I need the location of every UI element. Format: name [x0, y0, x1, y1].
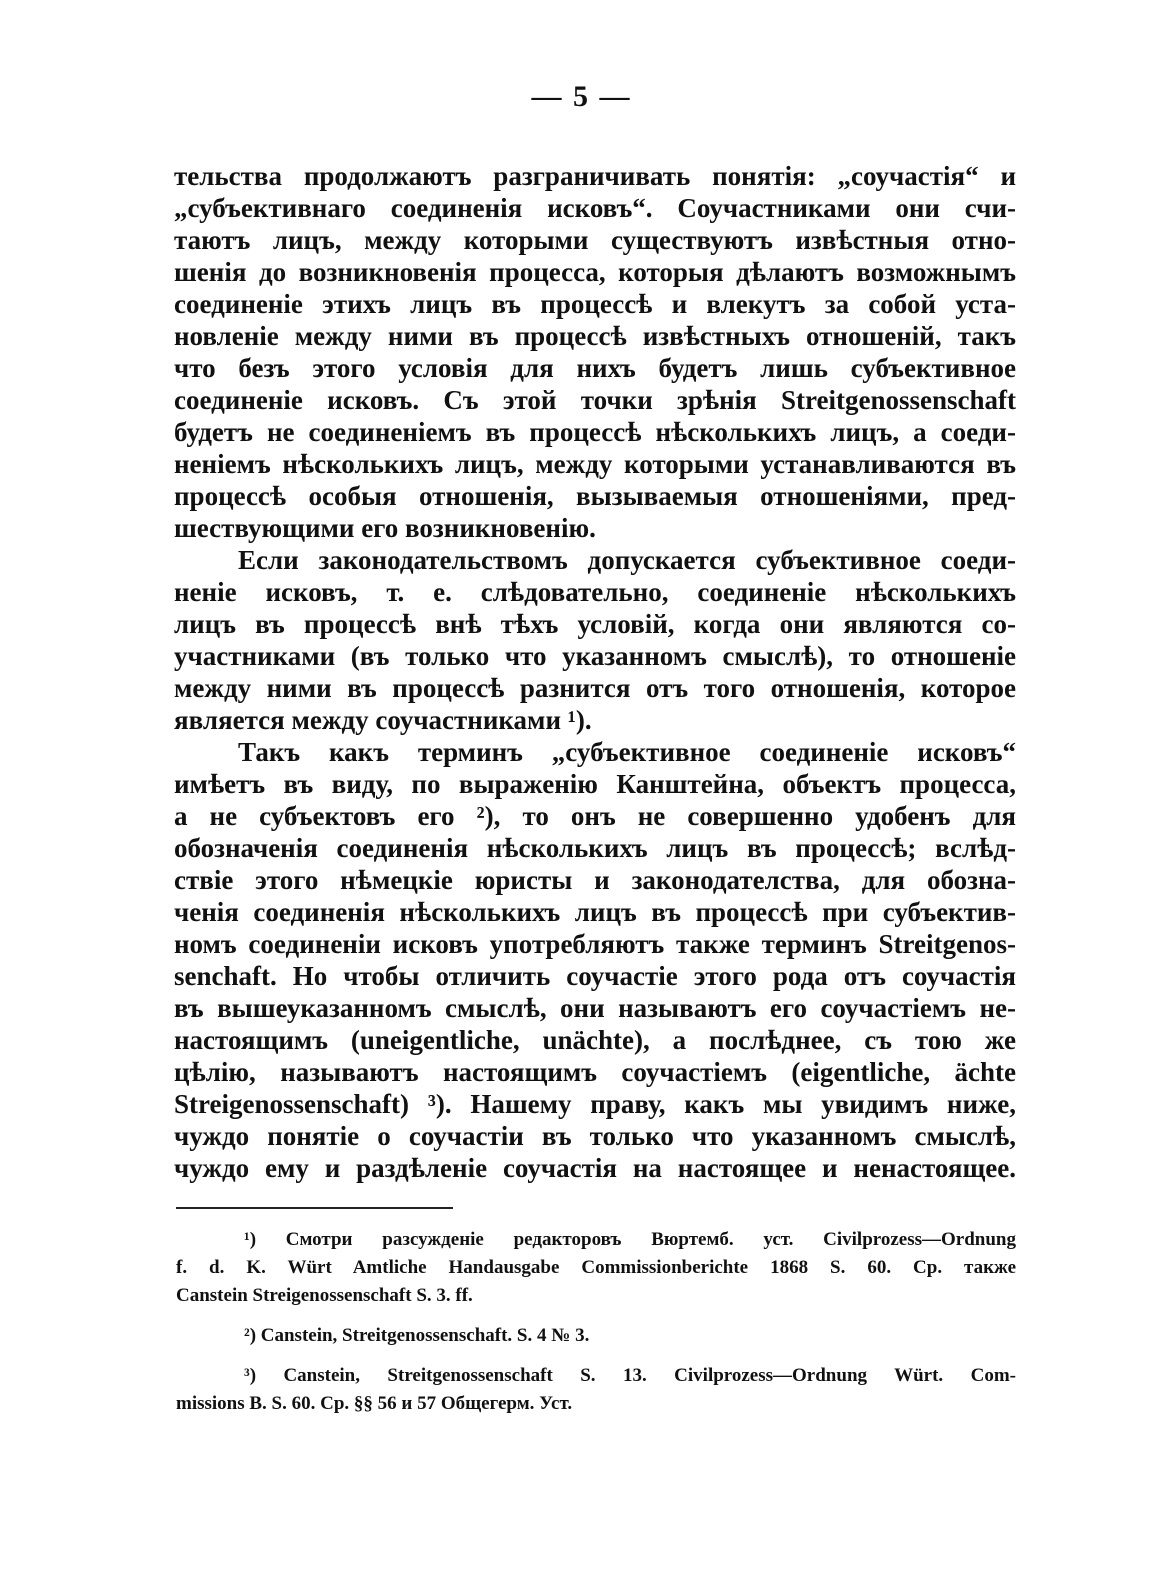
text-line: лицъ въ процессѣ внѣ тѣхъ условій, когда они являются со-	[174, 609, 1016, 639]
footnote-line: Canstein Streigenossenschaft S. 3. ff.	[176, 1285, 473, 1306]
footnote-3	[176, 1362, 1016, 1418]
text-line: соединеніе исковъ. Съ этой точки зрѣнія Streitgenossenschaft	[174, 385, 1016, 415]
text-line: тельства продолжаютъ разграничивать понятія: „соучастія“ и	[174, 161, 1016, 191]
text-line: чуждо ему и раздѣленіе соучастія на настоящее и ненастоящее.	[174, 1153, 1016, 1183]
text-line: Streigenossenschaft) ³). Нашему праву, какъ мы увидимъ ниже,	[174, 1089, 1016, 1119]
footnote-1	[176, 1226, 1016, 1310]
text-line: процессѣ особыя отношенія, вызываемыя отношеніями, пред-	[174, 481, 1016, 511]
footnote-line: ³) Canstein, Streitgenossenschaft S. 13. Civilprozess—Ordnung Würt. Com-	[244, 1365, 1016, 1386]
text-line: шенія до возникновенія процесса, которыя дѣлаютъ возможнымъ	[174, 257, 1016, 287]
footnote-2	[176, 1322, 1016, 1350]
text-line: номъ соединеніи исковъ употребляютъ также терминъ Streitgenos-	[174, 929, 1016, 959]
text-line: имѣетъ въ виду, по выраженію Канштейна, объектъ процесса,	[174, 769, 1016, 799]
text-line: новленіе между ними въ процессѣ извѣстныхъ отношеній, такъ	[174, 321, 1016, 351]
footnotes	[176, 1226, 1016, 1418]
text-line: шествующими его возникновенію.	[174, 513, 596, 543]
text-line: въ вышеуказанномъ смыслѣ, они называютъ его соучастіемъ не-	[174, 993, 1016, 1023]
page-number: — 5 —	[531, 80, 632, 113]
footnote-line: missions B. S. 60. Ср. §§ 56 и 57 Общегерм. Уст.	[176, 1393, 573, 1414]
text-line: таютъ лицъ, между которыми существуютъ извѣстныя отно-	[174, 225, 1016, 255]
text-line: а не субъектовъ его ²), то онъ не совершенно удобенъ для	[174, 801, 1016, 831]
body-text	[174, 160, 1016, 1184]
text-line: Если законодательствомъ допускается субъективное соеди-	[238, 545, 1016, 575]
text-line: senchaft. Но чтобы отличить соучастіе этого рода отъ соучастія	[174, 961, 1016, 991]
footnote-line: ²) Canstein, Streitgenossenschaft. S. 4 № 3.	[244, 1325, 590, 1346]
footnote-line: f. d. K. Würt Amtliche Handausgabe Commissionberichte 1868 S. 60. Ср. также	[176, 1257, 1016, 1278]
text-line: ченія соединенія нѣсколькихъ лицъ въ процессѣ при субъектив-	[174, 897, 1016, 927]
text-line: будетъ не соединеніемъ въ процессѣ нѣсколькихъ лицъ, а соеди-	[174, 417, 1016, 447]
text-line: „субъективнаго соединенія исковъ“. Соучастниками они счи-	[174, 193, 1016, 223]
text-line: неніе исковъ, т. е. слѣдовательно, соединеніе нѣсколькихъ	[174, 577, 1016, 607]
text-line: что безъ этого условія для нихъ будетъ лишь субъективное	[174, 353, 1016, 383]
footnote-separator	[176, 1207, 453, 1209]
footnote-line: ¹) Смотри разсужденіе редакторовъ Вюртемб. уст. Civilprozess—Ordnung	[244, 1229, 1016, 1250]
text-line: Такъ какъ терминъ „субъективное соединеніе исковъ“	[238, 737, 1016, 767]
text-line: чуждо понятіе о соучастіи въ только что указанномъ смыслѣ,	[174, 1121, 1016, 1151]
text-line: ствіе этого нѣмецкіе юристы и законодателства, для обозна-	[174, 865, 1016, 895]
text-line: является между соучастниками ¹).	[174, 705, 592, 735]
text-line: соединеніе этихъ лицъ въ процессѣ и влекутъ за собой уста-	[174, 289, 1016, 319]
text-line: неніемъ нѣсколькихъ лицъ, между которыми устанавливаются въ	[174, 449, 1016, 479]
text-line: обозначенія соединенія нѣсколькихъ лицъ въ процессѣ; вслѣд-	[174, 833, 1016, 863]
text-line: цѣлію, называютъ настоящимъ соучастіемъ (eigentliche, ächte	[174, 1057, 1016, 1087]
text-line: настоящимъ (uneigentliche, unächte), а послѣднее, съ тою же	[174, 1025, 1016, 1055]
text-line: участниками (въ только что указанномъ смыслѣ), то отношеніе	[174, 641, 1016, 671]
text-line: между ними въ процессѣ разнится отъ того отношенія, которое	[174, 673, 1016, 703]
